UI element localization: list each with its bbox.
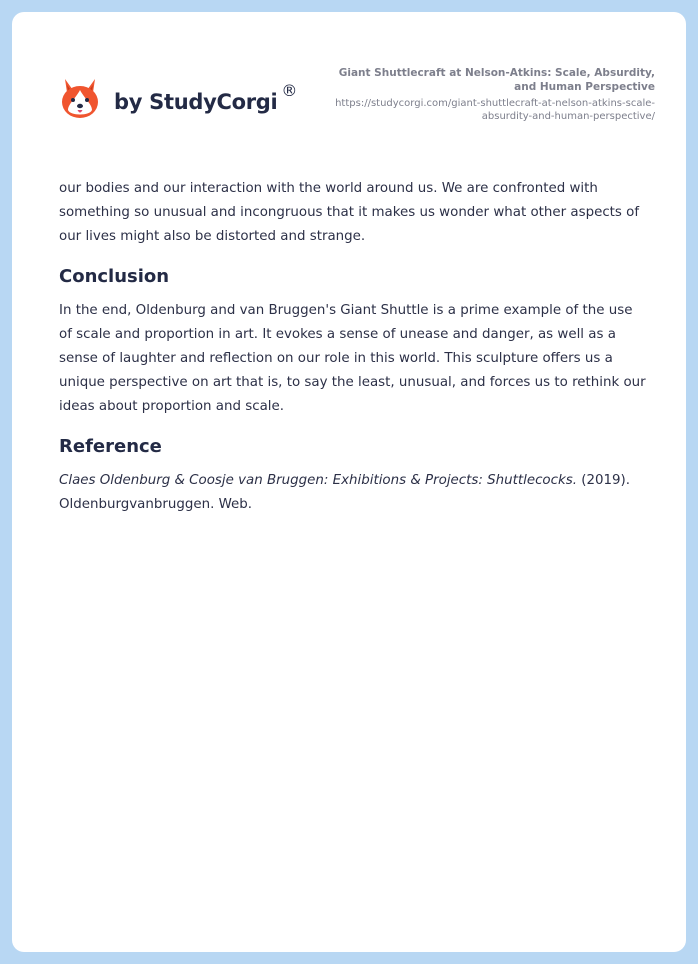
studycorgi-logo[interactable]	[60, 76, 298, 120]
reference-details: (2019). Oldenburgvanbruggen. Web.	[59, 473, 631, 512]
document-title: Giant Shuttlecraft at Nelson-Atkins: Scale, Absurdity, and Human Perspective	[338, 67, 655, 93]
intro-paragraph: our bodies and our interaction with the world around us. We are confronted with something so unusual and incongruous that it makes us wonder what other aspects of our lives might also be distorted and strange.	[59, 181, 640, 244]
document-page	[12, 12, 686, 952]
document-meta	[315, 66, 655, 123]
document-body	[59, 177, 649, 533]
reference-title: Claes Oldenburg & Coosje van Bruggen: Exhibitions & Projects: Shuttlecocks.	[59, 473, 577, 488]
brand-name: by StudyCorgi ®	[114, 81, 298, 114]
corgi-icon	[60, 76, 100, 120]
registered-mark: ®	[281, 81, 298, 100]
reference-entry	[59, 469, 649, 517]
conclusion-paragraph: In the end, Oldenburg and van Bruggen's Giant Shuttle is a prime example of the use of scale and proportion in art. It evokes a sense of unease and danger, as well as a sense of laughter and reflection on our role in this world. This sculpture offers us a unique perspective on art that is, to say the least, unusual, and forces us to rethink our ideas about proportion and scale.	[59, 303, 646, 414]
document-url[interactable]: https://studycorgi.com/giant-shuttlecraft-at-nelson-atkins-scale-absurdity-and-human-perspective/	[335, 98, 655, 122]
reference-heading: Reference	[59, 436, 162, 457]
conclusion-heading: Conclusion	[59, 266, 170, 287]
